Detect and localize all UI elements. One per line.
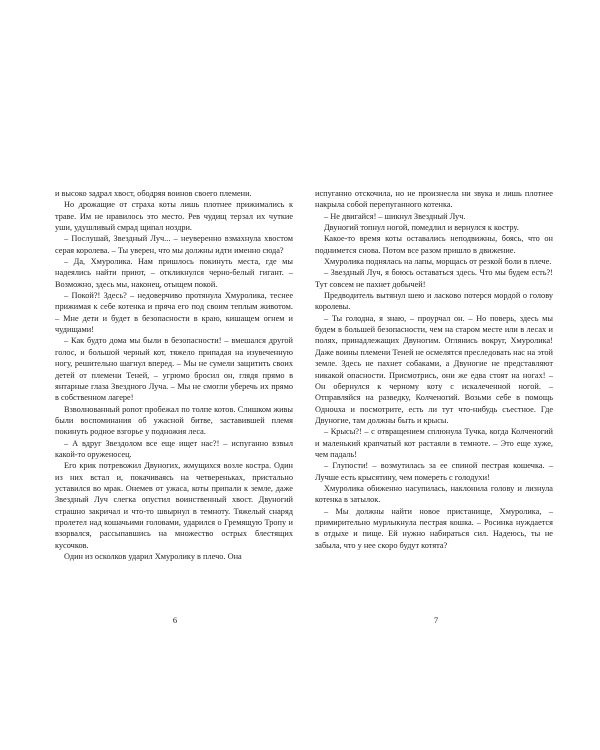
paragraph: Какое-то время коты оставались неподвижны, боясь, что он поднимется снова. Потом все разом пришло в движение. [315, 234, 553, 255]
paragraph: – Звездный Луч, я боюсь оставаться здесь. Что мы будем есть?! Тут совсем не пахнет добычей! [315, 268, 553, 289]
paragraph: Взволнованный ропот пробежал по толпе котов. Слишком живы были воспоминания об ужасной битве, заставившей племя покинуть родное взгорье у подножия леса. [55, 404, 293, 437]
paragraph: – А вдруг Звездолом все еще ищет нас?! – испуганно взвыл какой-то оруженосец. [55, 438, 293, 459]
paragraph: – Не двигайся! – шикнул Звездный Луч. [324, 211, 466, 221]
paragraph: Хмуролика поднялась на лапы, морщась от резкой боли в плече. [324, 257, 552, 267]
paragraph: Один из осколков ударил Хмуролику в плечо. Она [64, 552, 242, 561]
paragraph: Двуногий топнул ногой, помедлил и вернулся к костру. [324, 223, 519, 233]
paragraph: – Послушай, Звездный Луч... – неуверенно взмахнула хвостом серая королева. – Ты уверен, что мы должны идти именно сюда? [55, 234, 293, 255]
paragraph: Предводитель вытянул шею и ласково потерся мордой о голову королевы. [315, 291, 553, 312]
paragraph: и высоко задрал хвост, ободряя воинов своего племени. [55, 189, 252, 198]
paragraph: – Глупости! – возмутилась за ее спиной пестрая кошечка. – Лучше есть крысятину, чем помереть с голодухи! [315, 461, 553, 482]
paragraph: – Покой?! Здесь? – недоверчиво протянула Хмуролика, теснее прижимая к себе котенка и пряча его под своим теплым животом. – Мне дети и будет в безопасности в краю, кишащем огнем и чудищами! [55, 291, 293, 335]
left-page-text [55, 188, 293, 562]
paragraph: – Крысы?! – с отвращением сплюнула Тучка, когда Колченогий и маленький крапчатый кот растаяли в темноте. – Это еще хуже, чем падаль! [315, 427, 553, 459]
paragraph: – Как будто дома мы были в безопасности! – вмешался другой голос, и большой черный кот, тяжело припадая на изувеченную ногу, решительно шагнул вперед. – Мы не сумели защитить своих детей от племени Теней, – угрюмо бросил он, глядя прямо в янтарные глаза Звездного Луча. – Мы не смогли уберечь их прямо в собственном лагере! [55, 336, 293, 403]
paragraph: – Да, Хмуролика. Нам пришлось покинуть места, где мы надеялись найти приют, – откликнулся черно-белый гигант. – Возможно, здесь мы, наконец, отыщем покой. [55, 257, 293, 289]
paragraph: Но дрожащие от страха коты лишь плотнее прижимались к траве. Им не нравилось это место. Рев чудищ терзал их чуткие уши, удушливый смрад щипал ноздри. [55, 200, 293, 233]
page-number: 6 [172, 615, 178, 625]
page-number: 7 [433, 615, 439, 625]
paragraph: – Мы должны найти новое пристанище, Хмуролика, – примирительно мурлыкнула пестрая кошка. – Росинка нуждается в отдыхе и пище. Ей нужно набираться сил. Надеюсь, ты не забыла, что у нее скоро будут котята? [315, 506, 553, 550]
right-page-text [315, 188, 553, 551]
paragraph: – Ты голодна, я знаю, – проурчал он. – Но поверь, здесь мы будем в большей безопасности, чем на старом месте или в лесах и полях, принадлежащих Двуногим. Оглянись вокруг, Хмуролика! Даже воины племени Теней не осмелятся преследовать нас на этой земле. Здесь не пахнет собаками, а Двуногие не представляют никакой опасности. Присмотрись, они же едва стоят на ногах! – Он обернулся к черному коту с искалеченной ногой. – Отправляйся на разведку, Колченогий. Возьми себе в помощь Однouха и посмотрите, есть ли тут что-нибудь съестное. Где Двуногие, там должны быть и крысы. [315, 313, 553, 425]
paragraph: Его крик потревожил Двуногих, жмущихся возле костра. Один из них встал и, покачиваясь на четвереньках, пристально уставился во мрак. Онемев от ужаса, коты припали к земле, даже Звездный Луч слегка опустил воинственный хвост. Двуногий страшно закричал и что-то швырнул в темноту. Тяжелый снаряд пролетел над кошачьими головами, ударился о Гремящую Тропу и взорвался, рассыпавшись на множество острых блестящих кусочков. [55, 461, 293, 550]
paragraph: Хмуролика обиженно насупилась, наклонила голову и лизнула котенка в затылок. [315, 483, 553, 505]
paragraph: испуганно отскочила, но не произнесла ни звука и лишь плотнее накрыла собой перепуганного котенка. [315, 189, 553, 210]
